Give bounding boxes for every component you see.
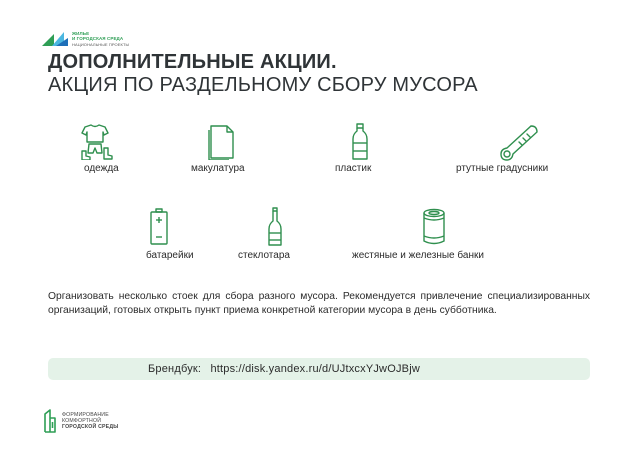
tin-can-icon <box>422 208 446 246</box>
footer-logo <box>42 408 162 436</box>
brandbook-bar <box>48 358 590 380</box>
footer-text-line2: КОМФОРТНОЙ <box>62 418 102 424</box>
brandbook-label: Брендбук: <box>148 363 202 375</box>
page-title: ДОПОЛНИТЕЛЬНЫЕ АКЦИИ. <box>48 51 337 73</box>
category-label-paper: макулатура <box>191 163 245 174</box>
header-logo <box>42 28 182 48</box>
glass-bottle-icon <box>267 207 283 247</box>
category-label-clothes: одежда <box>84 163 119 174</box>
category-label-glass: стеклотара <box>238 250 290 261</box>
battery-icon <box>149 208 169 246</box>
paper-icon <box>207 124 237 160</box>
page-subtitle: АКЦИЯ ПО РАЗДЕЛЬНОМУ СБОРУ МУСОРА <box>48 74 478 96</box>
logo-text-line3: НАЦИОНАЛЬНЫЕ ПРОЕКТЫ <box>72 42 130 47</box>
footer-text-line3: ГОРОДСКОЙ СРЕДЫ <box>62 424 119 430</box>
thermometer-icon <box>499 124 541 162</box>
footer-text-line1: ФОРМИРОВАНИЕ <box>62 412 109 418</box>
clothes-icon <box>80 124 114 160</box>
description-paragraph: Организовать несколько стоек для сбора разного мусора. Рекомендуется привлечение специализированных организаций, готовых открыть пункт приема конкретной категории мусора в день субботника. <box>48 291 590 316</box>
category-label-thermometer: ртутные градусники <box>456 163 549 174</box>
logo-text-line2: И ГОРОДСКАЯ СРЕДА <box>72 36 124 41</box>
category-label-tin-can: жестяные и железные банки <box>352 250 484 261</box>
plastic-bottle-icon <box>351 123 369 161</box>
category-label-plastic: пластик <box>335 163 372 174</box>
category-label-battery: батарейки <box>146 250 194 261</box>
footer-logo-mark-icon <box>42 408 58 434</box>
logo-mark-icon <box>42 30 68 46</box>
logo-text-line1: ЖИЛЬЕ <box>72 31 90 36</box>
brandbook-text <box>148 363 420 375</box>
brandbook-link[interactable]: https://disk.yandex.ru/d/UJtxcxYJwOJBjw <box>210 363 420 375</box>
